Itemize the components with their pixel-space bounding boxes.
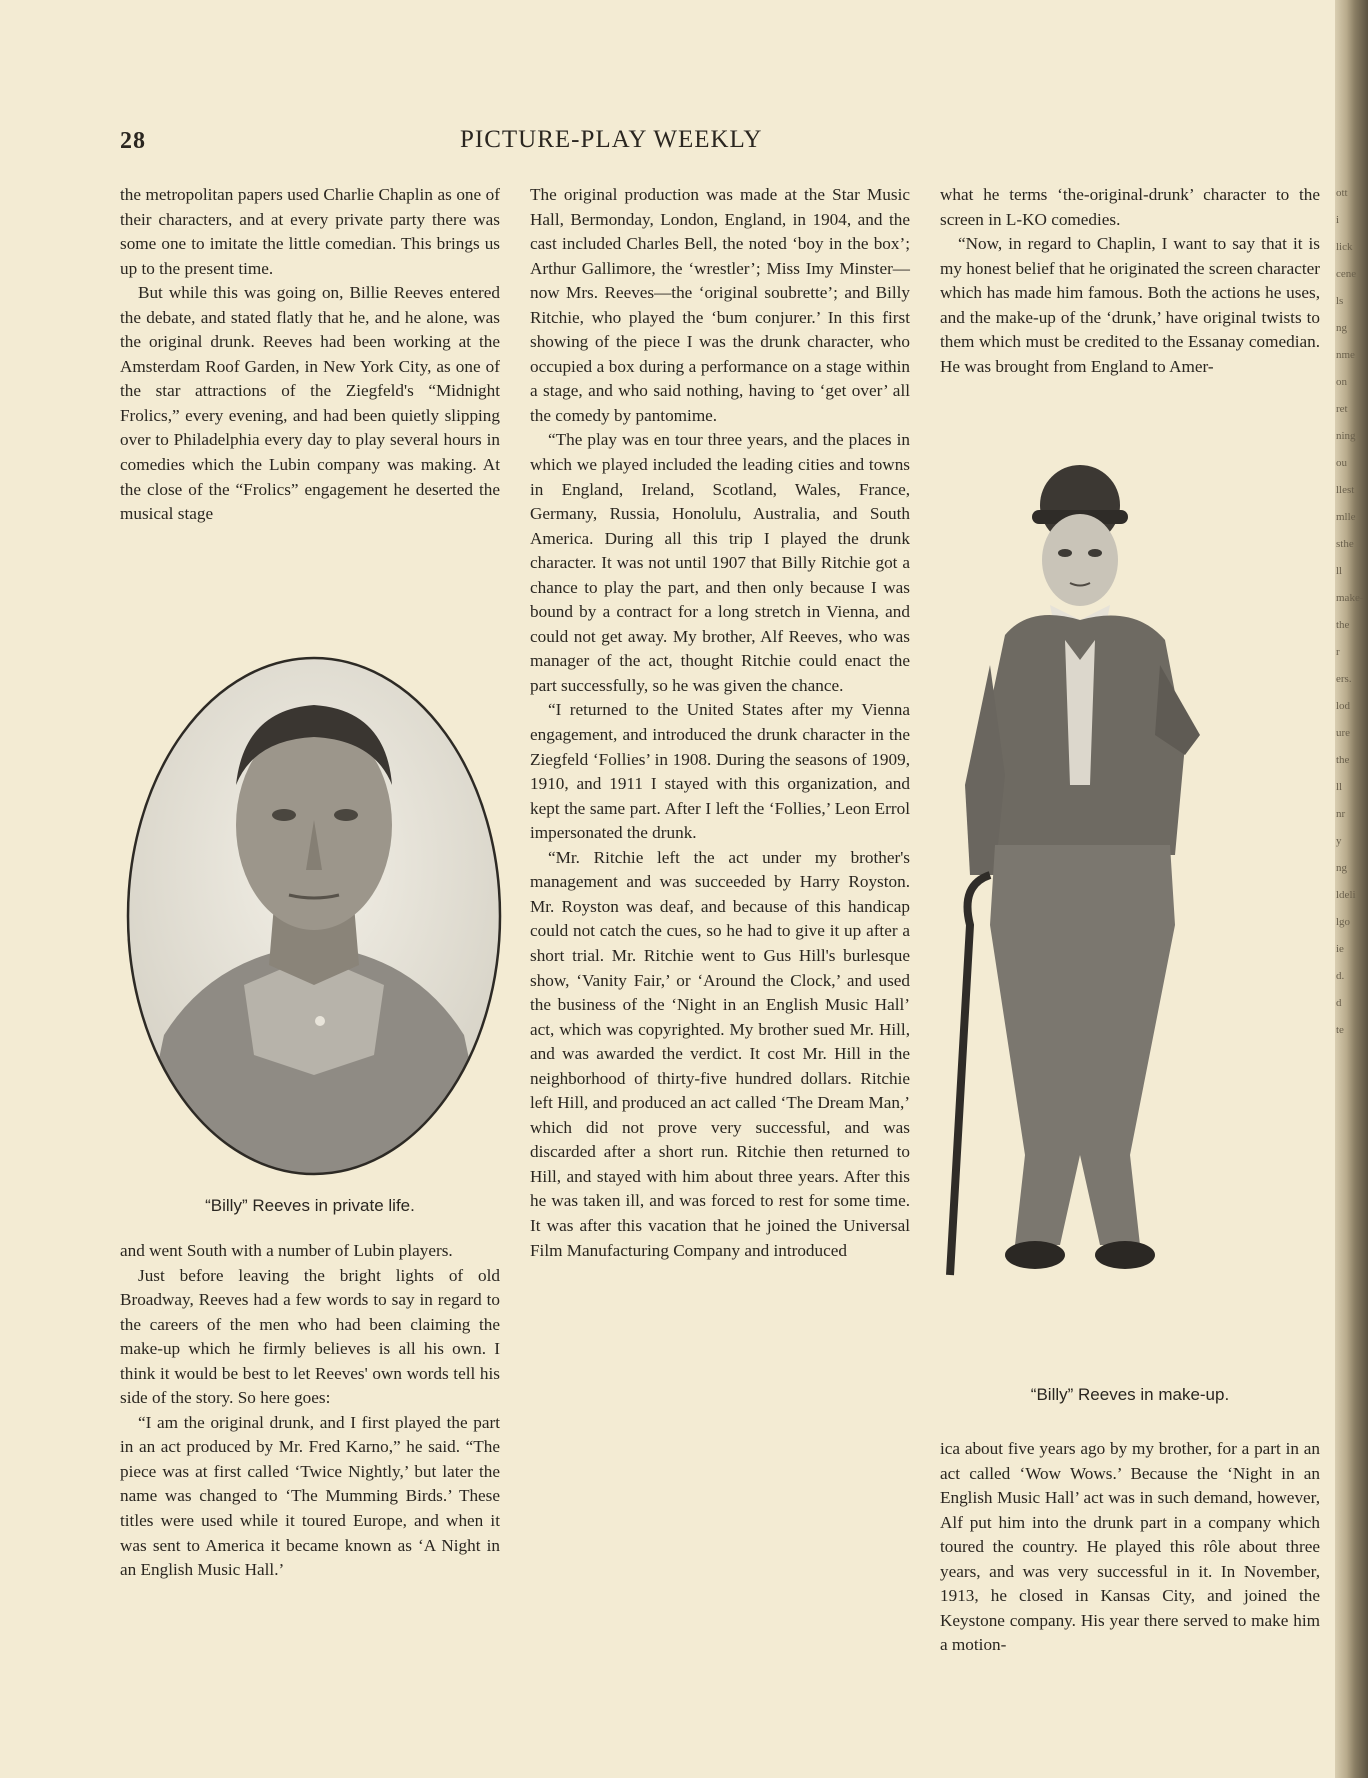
spine-fragment: nme [1336, 349, 1355, 361]
paragraph: the metropolitan papers used Charlie Chaplin as one of their characters, and at every private party there was some one to imitate the little comedian. This brings us up to the present time. [120, 185, 500, 278]
spine-fragment: ers. [1336, 673, 1352, 685]
spine-fragment: ll [1336, 565, 1343, 577]
photo-caption: “Billy” Reeves in make-up. [1030, 1385, 1230, 1404]
portrait-photo-private-life [124, 655, 504, 1177]
column-2 [530, 183, 910, 1263]
spine-fragment: sthe [1336, 538, 1354, 550]
spine-fragment: ldeli [1336, 889, 1356, 901]
paragraph: “I returned to the United States after my Vienna engagement, and introduced the drunk character in the Ziegfeld ‘Follies’ in 1908. During the seasons of 1909, 1910, and 1911 I stayed with this organization, and kept the same part. After I left the ‘Follies,’ Leon Errol impersonated the drunk. [530, 700, 910, 843]
spine-fragment: d. [1336, 970, 1345, 982]
paragraph: and went South with a number of Lubin players. [120, 1241, 453, 1260]
spine-fragment: lod [1336, 700, 1351, 712]
spine-fragment: ning [1336, 430, 1356, 442]
paragraph: “Now, in regard to Chaplin, I want to say that it is my honest belief that he originated the screen character which has made him famous. Both the actions he uses, and the make-up of the ‘drunk,’ have original twists to them which must be credited to the Essanay comedian. He was brought from England to Amer- [940, 234, 1320, 376]
page-number: 28 [120, 128, 146, 154]
adjacent-page-text [1336, 180, 1366, 1080]
spine-fragment: mlle [1336, 511, 1356, 523]
spine-fragment: ls [1336, 295, 1344, 307]
paragraph: Just before leaving the bright lights of old Broadway, Reeves had a few words to say in regard to the careers of the men who had been claiming the make-up which he firmly believes is all his own. I think it would be best to let Reeves' own words tell his side of the story. So here goes: [120, 1265, 500, 1408]
spine-fragment: llest [1336, 484, 1355, 496]
paragraph: ica about five years ago by my brother, for a part in an act called ‘Wow Wows.’ Because the ‘Night in an English Music Hall’ act was in such demand, however, Alf put him into the drunk part in a company which toured the country. He played this rôle about three years, and was very successful in it. In November, 1913, he closed in Kansas City, and joined the Keystone company. His year there served to make him a motion- [940, 1439, 1320, 1655]
paragraph: “Mr. Ritchie left the act under my brother's management and was succeeded by Harry Royston. Mr. Royston was deaf, and because of this handicap could not catch the cues, so he had to give it up after a short trial. Mr. Ritchie went to Gus Hill's burlesque show, ‘Vanity Fair,’ or ‘Around the Clock,’ and used the business of the ‘Night in an English Music Hall’ act, which was copyrighted. My brother sued Mr. Hill, and was awarded the verdict. It cost Mr. Hill in the neighborhood of thirty-five hundred dollars. Ritchie left Hill, and produced an act called ‘The Dream Man,’ which did not prove very successful, and was discarded after a short run. Ritchie then returned to Hill, and stayed with him about three years. After this he was taken ill, and was forced to rest for some time. It was after this vacation that he joined the Universal Film Manufacturing Company and introduced [530, 847, 910, 1260]
spine-fragment: te [1336, 1024, 1344, 1036]
spine-fragment: r [1336, 646, 1340, 658]
column-3-top [940, 183, 1320, 379]
spine-fragment: ott [1336, 187, 1348, 199]
paragraph: “I am the original drunk, and I first played the part in an act produced by Mr. Fred Karno,” he said. “The piece was at first called ‘Twice Nightly,’ but later the name was changed to ‘The Mumming Birds.’ These titles were used while it toured Europe, and when it was sent to America it became known as ‘A Night in an English Music Hall.’ [120, 1412, 500, 1580]
spine-fragment: ng [1336, 862, 1347, 874]
spine-fragment: make- [1336, 592, 1364, 604]
spine-fragment: lgo [1336, 916, 1351, 928]
running-head: PICTURE-PLAY WEEKLY [460, 126, 763, 153]
spine-fragment: the [1336, 619, 1350, 631]
paragraph: “The play was en tour three years, and the places in which we played included the leading cities and towns in England, Ireland, Scotland, Wales, France, Germany, Russia, Honolulu, Australia, and South America. During all this trip I played the drunk character. It was not until 1907 that Billy Ritchie got a chance to play the part, and then only because I was bound by a contract for a long stretch in Vienna, and could not get away. My brother, Alf Reeves, who was manager of the act, thought Ritchie could enact the part successfully, so he was given the chance. [530, 430, 910, 695]
spine-fragment: ou [1336, 457, 1347, 469]
spine-fragment: ie [1336, 943, 1344, 955]
spine-fragment: ll [1336, 781, 1343, 793]
spine-fragment: on [1336, 376, 1347, 388]
spine-fragment: nr [1336, 808, 1346, 820]
full-figure-photo-make-up [930, 455, 1220, 1375]
spine-fragment: d [1336, 997, 1342, 1009]
paragraph: what he terms ‘the-original-drunk’ character to the screen in L-KO comedies. [940, 185, 1320, 229]
photo-caption: “Billy” Reeves in private life. [205, 1196, 415, 1215]
column-1-bottom [120, 1239, 500, 1583]
spine-fragment: ret [1336, 403, 1348, 415]
column-3-bottom [940, 1437, 1320, 1658]
paragraph: The original production was made at the Star Music Hall, Bermonday, London, England, in 1904, and the cast included Charles Bell, the noted ‘boy in the box’; Arthur Gallimore, the ‘wrestler’; Miss Imy Minster—now Mrs. Reeves—the ‘original soubrette’; and Billy Ritchie, who played the ‘bum conjurer.’ In this first showing of the piece I was the drunk character, who occupied a box during a performance on a stage within a stage, and who said nothing, having to ‘get over’ all the comedy by pantomime. [530, 185, 910, 425]
spine-fragment: cene [1336, 268, 1357, 280]
spine-fragment: lick [1336, 241, 1353, 253]
paragraph: But while this was going on, Billie Reeves entered the debate, and stated flatly that he, and he alone, was the original drunk. Reeves had been working at the Amsterdam Roof Garden, in New York City, as one of the star attractions of the Ziegfeld's “Midnight Frolics,” every evening, and had been quietly slipping over to Philadelphia every day to play several hours in comedies which the Lubin company was making. At the close of the “Frolics” engagement he deserted the musical stage [120, 283, 500, 524]
spine-fragment: ng [1336, 322, 1347, 334]
column-1-top [120, 183, 500, 527]
spine-fragment: the [1336, 754, 1350, 766]
spine-fragment: i [1336, 214, 1340, 226]
spine-fragment: ure [1336, 727, 1351, 739]
spine-fragment: y [1336, 835, 1342, 847]
